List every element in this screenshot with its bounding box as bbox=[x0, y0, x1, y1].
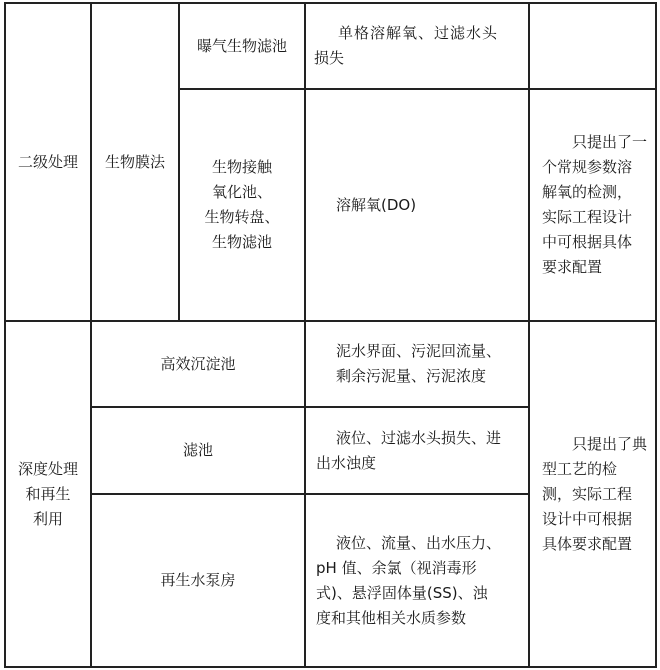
subcategory-biofilm bbox=[92, 4, 178, 320]
note-secondary-line: 中可根据具体 bbox=[542, 233, 633, 251]
params-do bbox=[306, 90, 528, 320]
params-filter bbox=[306, 408, 528, 493]
facility-filter bbox=[92, 408, 304, 493]
facility-baf-label: 曝气生物滤池 bbox=[196, 36, 287, 55]
params-sedimentation-line: 泥水界面、污泥回流量、 bbox=[336, 342, 502, 360]
params-sedimentation bbox=[306, 322, 528, 406]
params-baf-line1: 单格溶解氧、过滤水头 bbox=[338, 24, 499, 42]
params-pump-house-line: 式)、悬浮固体量(SS)、浊 bbox=[316, 583, 488, 602]
facility-baf bbox=[180, 4, 304, 88]
subcategory-biofilm-label: 生物膜法 bbox=[104, 152, 165, 171]
note-secondary-line: 要求配置 bbox=[542, 258, 603, 276]
facility-pump-house bbox=[92, 495, 304, 666]
note-secondary bbox=[530, 4, 655, 320]
params-baf-line2: 损失 bbox=[314, 49, 345, 67]
note-secondary-line: 实际工程设计 bbox=[542, 208, 633, 226]
facility-pump-house-label: 再生水泵房 bbox=[160, 571, 236, 589]
border-right bbox=[655, 2, 657, 668]
note-advanced bbox=[530, 322, 655, 666]
note-secondary-line: 解氧的检测， bbox=[542, 183, 633, 201]
category-advanced-line: 深度处理 bbox=[17, 459, 78, 478]
params-pump-house bbox=[306, 495, 528, 666]
note-secondary-line: 个常规参数溶 bbox=[542, 158, 633, 176]
note-advanced-line: 只提出了典 bbox=[572, 434, 648, 453]
params-pump-house-line: 液位、流量、出水压力、 bbox=[336, 533, 502, 552]
params-filter-line: 出水浊度 bbox=[316, 453, 377, 472]
params-pump-house-line: 度和其他相关水质参数 bbox=[316, 608, 467, 627]
note-advanced-line: 具体要求配置 bbox=[542, 534, 633, 553]
facility-filter-label: 滤池 bbox=[182, 441, 213, 459]
params-pump-house-line: pH 值、余氯（视消毒形 bbox=[316, 558, 477, 577]
category-secondary bbox=[6, 4, 90, 320]
params-do-label: 溶解氧(DO) bbox=[336, 195, 417, 214]
facility-biocontact bbox=[180, 90, 304, 320]
category-advanced-line: 和再生 bbox=[25, 484, 71, 503]
category-advanced-line: 利用 bbox=[32, 509, 63, 528]
category-advanced bbox=[6, 322, 90, 666]
note-advanced-line: 测，实际工程 bbox=[542, 484, 633, 503]
note-advanced-line: 设计中可根据 bbox=[542, 509, 633, 528]
facility-biocontact-line: 氧化池、 bbox=[211, 183, 272, 201]
note-secondary-line: 只提出了一 bbox=[572, 133, 648, 151]
border-bottom bbox=[4, 666, 657, 668]
facility-biocontact-line: 生物转盘、 bbox=[204, 208, 280, 226]
note-advanced-line: 型工艺的检 bbox=[542, 459, 618, 478]
facility-sedimentation bbox=[92, 322, 304, 406]
params-sedimentation-line: 剩余污泥量、污泥浓度 bbox=[336, 367, 487, 385]
facility-sedimentation-label: 高效沉淀池 bbox=[160, 354, 236, 373]
params-filter-line: 液位、过滤水头损失、进 bbox=[336, 428, 502, 447]
facility-biocontact-line: 生物接触 bbox=[211, 158, 272, 176]
facility-biocontact-line: 生物滤池 bbox=[211, 233, 272, 251]
params-baf bbox=[306, 4, 528, 88]
category-secondary-label: 二级处理 bbox=[17, 152, 78, 171]
